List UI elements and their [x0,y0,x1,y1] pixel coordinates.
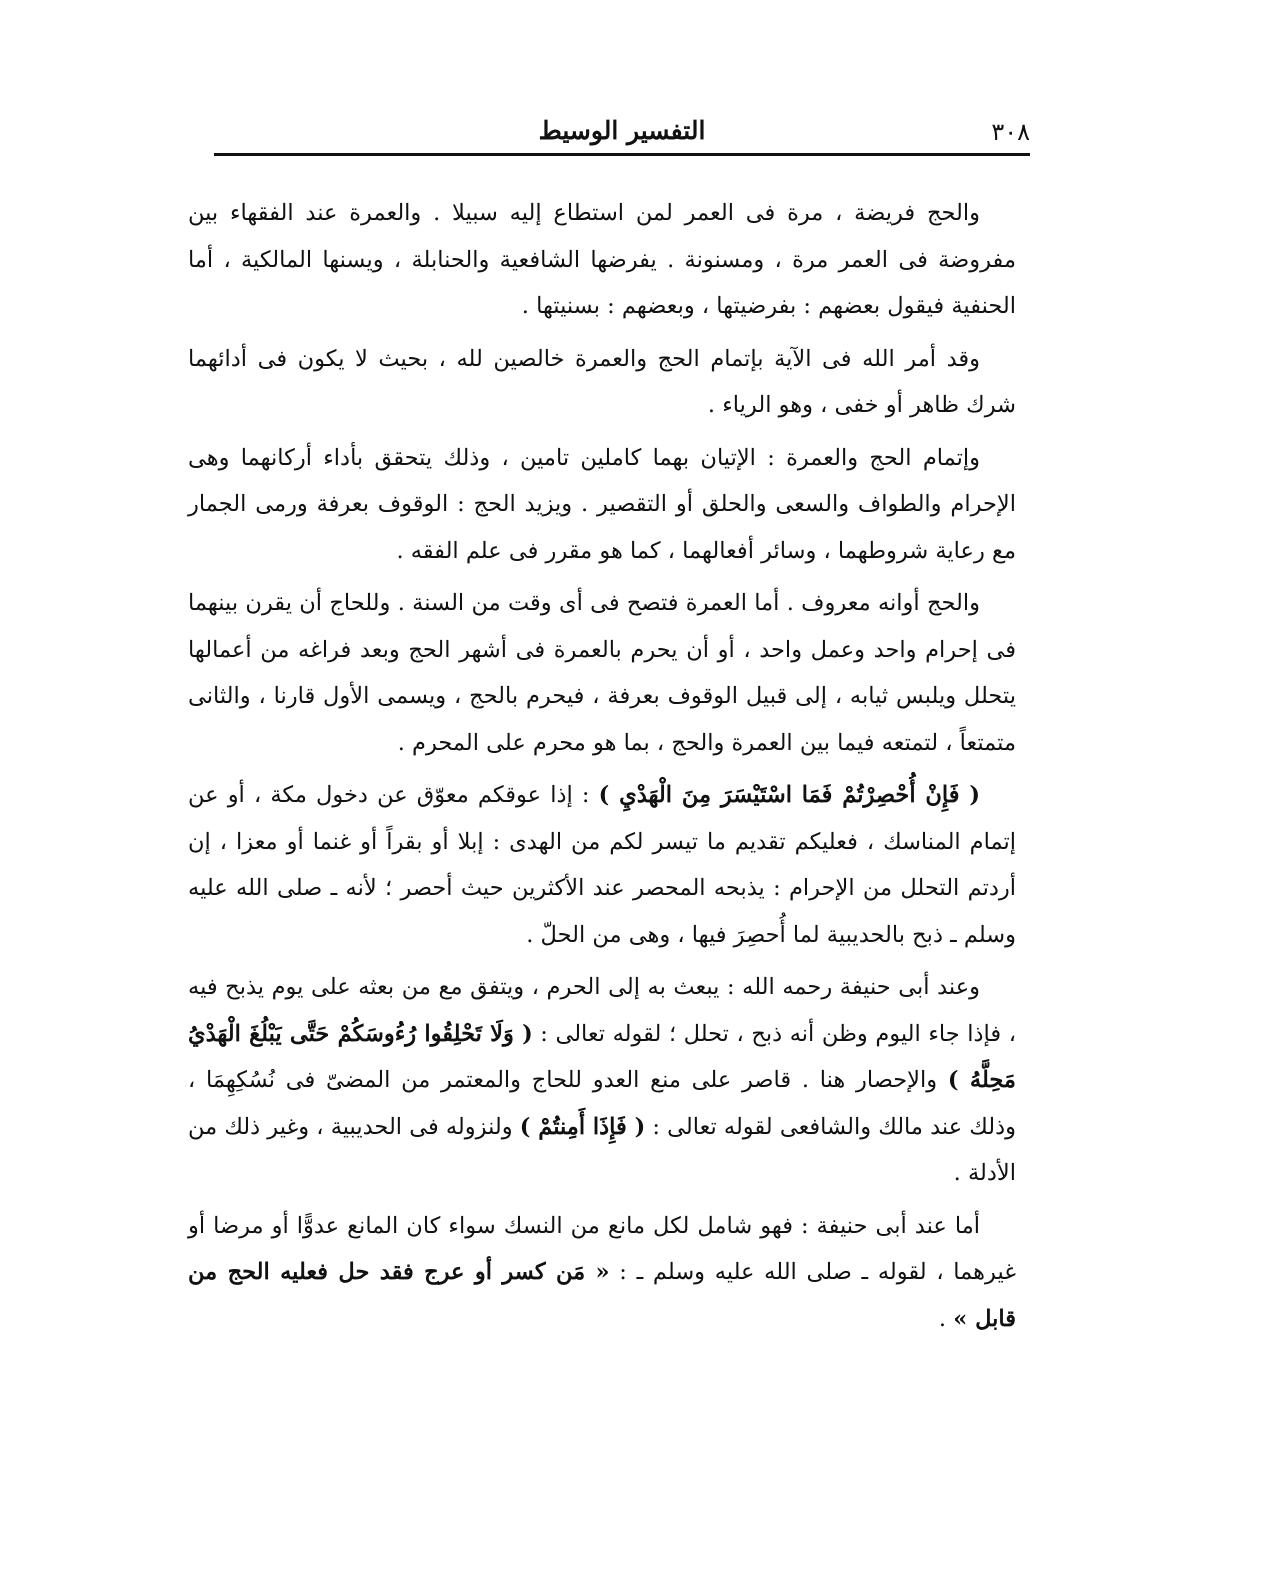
header-rule [214,153,1030,156]
paragraph-5: ( فَإِنْ أُحْصِرْتُمْ فَمَا اسْتَيْسَرَ مِنَ الْهَدْيِ ) : إذا عوقكم معوّق عن دخول مكة ، أو عن إتمام المناسك ، فعليكم تقديم ما تيسر لكم من الهدى : إبلا أو بقراً أو غنما أو معزا ، إن أردتم التحلل من الإحرام : يذبحه المحصر عند الأكثرين حيث أحصر ؛ لأنه ـ صلى الله عليه وسلم ـ ذبح بالحديبية لما أُحصِرَ فيها ، وهى من الحلّ . [188,782,1016,948]
body-text [188,190,1016,1348]
paragraph-7: أما عند أبى حنيفة : فهو شامل لكل مانع من النسك سواء كان المانع عدوًّا أو مرضا أو غيرهما ، لقوله ـ صلى الله عليه وسلم ـ : « مَن كسر أو عرج فقد حل فعليه الحج من قابل » . [188,1212,1016,1332]
hadith-quote: « مَن كسر أو عرج فقد حل فعليه الحج من قابل » [188,1259,1016,1332]
page-header [214,108,1030,152]
quran-verse: ( فَإِنْ أُحْصِرْتُمْ فَمَا اسْتَيْسَرَ مِنَ الْهَدْيِ ) [598,782,980,808]
paragraph-1: والحج فريضة ، مرة فى العمر لمن استطاع إليه سبيلا . والعمرة عند الفقهاء بين مفروضة فى العمر مرة ، ومسنونة . يفرضها الشافعية والحنابلة ، ويسنها المالكية ، أما الحنفية فيقول بعضهم : بفرضيتها ، وبعضهم : بسنيتها . [188,200,1016,319]
paragraph-6: وعند أبى حنيفة رحمه الله : يبعث به إلى الحرم ، ويتفق مع من بعثه على يوم يذبح فيه ، فإذا جاء اليوم وظن أنه ذبح ، تحلل ؛ لقوله تعالى : ( وَلَا تَحْلِقُوا رُءُوسَكُمْ حَتَّى يَبْلُغَ الْهَدْيُ مَحِلَّهُ ) والإحصار هنا . قاصر على منع العدو للحاج والمعتمر من المضىّ فى نُسُكِهِمَا ، وذلك عند مالك والشافعى لقوله تعالى : ( فَإِذَا أَمِنتُمْ ) ولنزوله فى الحديبية ، وغير ذلك من الأدلة . [187,974,1016,1186]
quran-verse: ( وَلَا تَحْلِقُوا رُءُوسَكُمْ حَتَّى يَبْلُغَ الْهَدْيُ مَحِلَّهُ ) [188,1020,1016,1093]
paragraph-2: وقد أمر الله فى الآية بإتمام الحج والعمرة خالصين لله ، بحيث لا يكون فى أدائهما شرك ظاهر أو خفى ، وهو الرياء . [188,345,1016,418]
paragraph-3: وإتمام الحج والعمرة : الإتيان بهما كاملين تامين ، وذلك يتحقق بأداء أركانهما وهى الإحرام والطواف والسعى والحلق أو التقصير . ويزيد الحج : الوقوف بعرفة ورمى الجمار مع رعاية شروطهما ، وسائر أفعالهما ، كما هو مقرر فى علم الفقه . [188,444,1016,564]
running-title: التفسير الوسيط [538,116,706,145]
quran-verse: ( فَإِذَا أَمِنتُمْ ) [519,1113,646,1140]
paragraph-4: والحج أوانه معروف . أما العمرة فتصح فى أى وقت من السنة . وللحاج أن يقرن بينهما فى إحرام واحد وعمل واحد ، أو أن يحرم بالعمرة فى أشهر الحج وبعد فراغه من أعمالها يتحلل ويلبس ثيابه ، إلى قبيل الوقوف بعرفة ، فيحرم بالحج ، ويسمى الأول قارنا ، والثانى متمتعاً ، لتمتعه فيما بين العمرة والحج ، بما هو محرم على المحرم . [188,590,1016,756]
page-number: ٣٠٨ [991,118,1030,146]
